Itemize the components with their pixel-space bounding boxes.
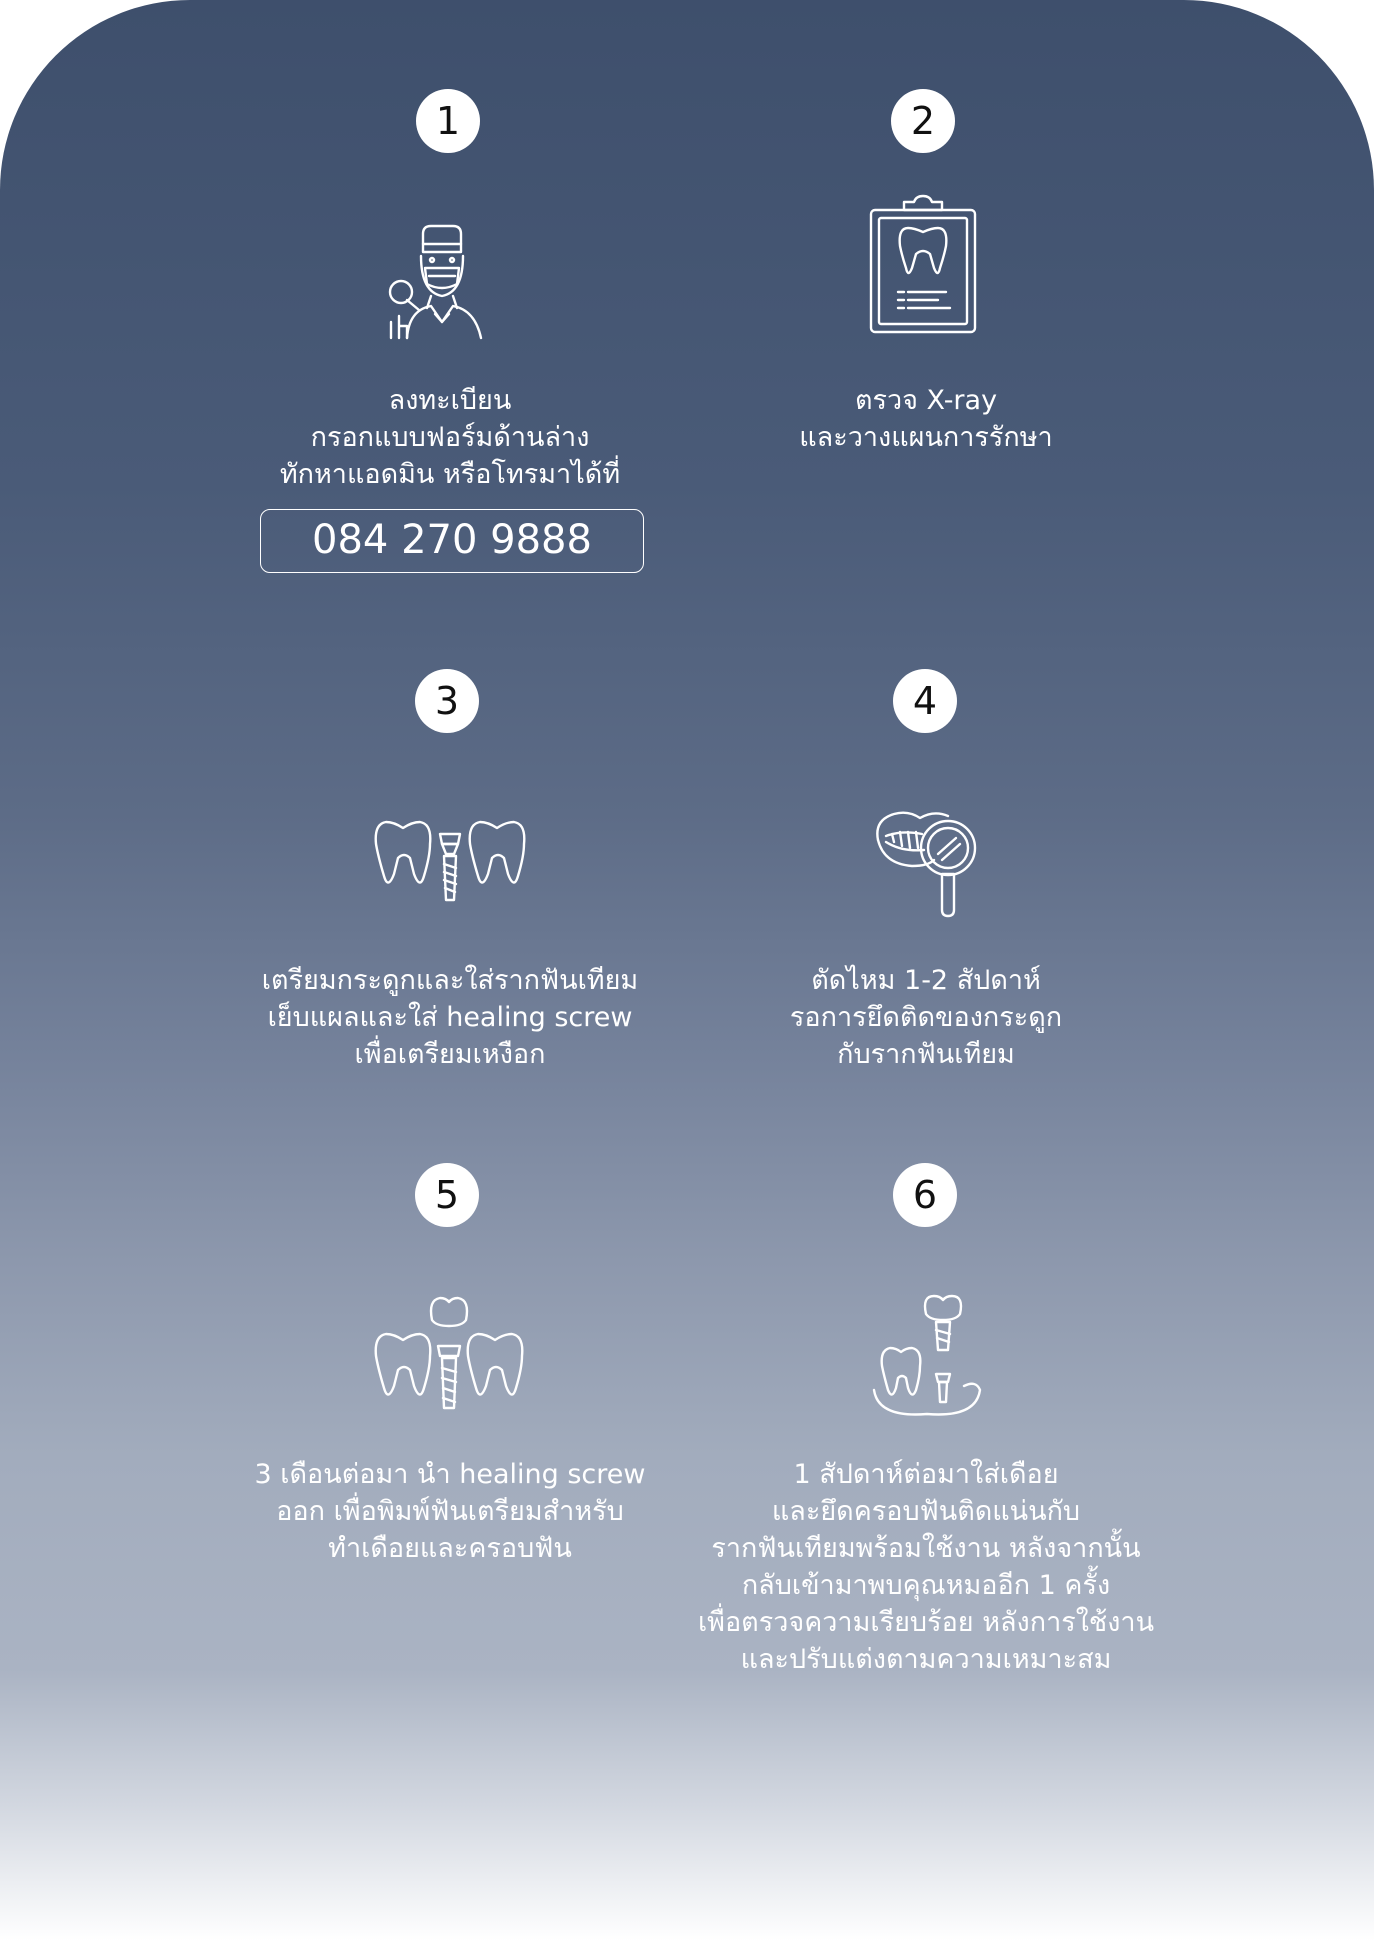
step-3-description: เตรียมกระดูกและใส่รากฟันเทียม เย็บแผลและใส่ healing screw เพื่อเตรียมเหงือก — [261, 965, 639, 1070]
implant-between-teeth-icon — [374, 820, 526, 902]
step-4-description: ตัดไหม 1-2 สัปดาห์ รอการยึดติดของกระดูก กับรากฟันเทียม — [789, 965, 1063, 1070]
step-2-number: 2 — [891, 89, 955, 153]
phone-number-box[interactable]: 084 270 9888 — [260, 509, 644, 573]
xray-clipboard-icon — [868, 196, 978, 334]
step-1-description: ลงทะเบียน กรอกแบบฟอร์มด้านล่าง ทักหาแอดมิน หรือโทรมาได้ที่ — [279, 385, 621, 490]
step-6-number: 6 — [893, 1163, 957, 1227]
dentist-icon — [385, 222, 495, 340]
step-4-number: 4 — [893, 669, 957, 733]
step-3-number: 3 — [415, 669, 479, 733]
mouth-magnifier-icon — [872, 810, 980, 920]
crown-implant-icon — [374, 1296, 524, 1412]
step-5-number: 5 — [415, 1163, 479, 1227]
implant-gum-icon — [872, 1294, 982, 1418]
step-5-description: 3 เดือนต่อมา นำ healing screw ออก เพื่อพิมพ์ฟันเตรียมสำหรับ ทำเดือยและครอบฟัน — [254, 1459, 646, 1564]
step-6-description: 1 สัปดาห์ต่อมาใส่เดือย และยึดครอบฟันติดแน่นกับ รากฟันเทียมพร้อมใช้งาน หลังจากนั้น กลับเข้ามาพบคุณหมออีก 1 ครั้ง เพื่อตรวจความเรียบร้อย หลังการใช้งาน และปรับแต่งตามความเหมาะสม — [697, 1459, 1155, 1675]
step-1-number: 1 — [416, 89, 480, 153]
step-2-description: ตรวจ X-ray และวางแผนการรักษา — [799, 385, 1053, 453]
